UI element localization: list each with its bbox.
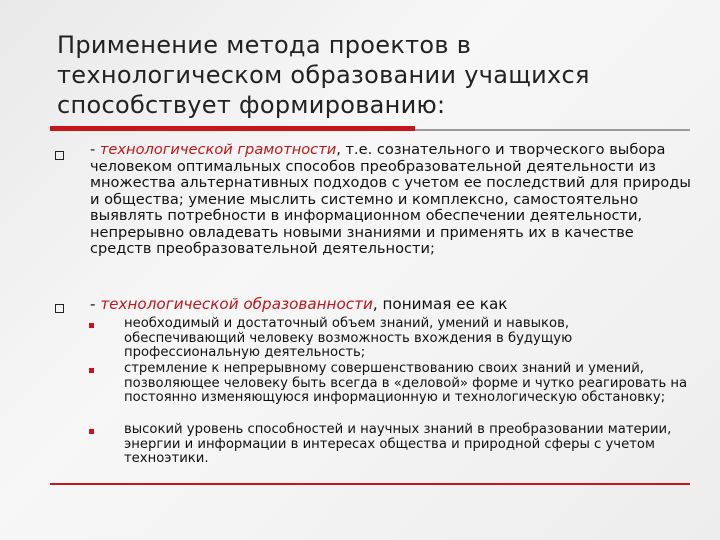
list-item-technological-education: [90, 296, 695, 313]
sub-list-item: стремление к непрерывному совершенствованию своих знаний и умений, позволяющее человеку быть всегда в «деловой» форме и чутко реагировать на постоянно изменяющуюся информационную и технологическую обстановку;: [124, 361, 688, 406]
square-bullet-icon: [55, 151, 64, 160]
item-text: , т.е. сознательного и творческого выбора человеком оптимальных способов преобразовательной деятельности из множества альтернативных подходов с учетом ее последствий для природы и общества; умение мыслить системно и комплексно, самостоятельно выявлять потребности в информационном обеспечении деятельности, непрерывно овладевать новыми знаниями и применять их в качестве средств преобразовательной деятельности;: [90, 141, 691, 257]
item-dash: -: [90, 295, 101, 313]
sub-list-item: высокий уровень способностей и научных знаний в преобразовании материи, энергии и информации в интересах общества и природной сферы с учетом техноэтики.: [124, 422, 672, 467]
list-item-technological-literacy: [90, 142, 695, 258]
sub-list-item: необходимый и достаточный объем знаний, умений и навыков, обеспечивающий человеку возможность вхождения в будущую профессиональную деятельность;: [124, 316, 573, 361]
item-term: технологической грамотности: [99, 141, 337, 158]
red-square-bullet-icon: [89, 323, 94, 328]
item-term: технологической образованности: [100, 295, 373, 313]
square-bullet-icon: [55, 304, 64, 313]
item-dash: -: [90, 141, 100, 158]
slide-title: Применение метода проектов в технологическом образовании учащихся способствует формированию:: [57, 31, 590, 119]
title-accent-bar: [50, 126, 415, 131]
bottom-divider: [50, 483, 690, 485]
red-square-bullet-icon: [89, 429, 94, 434]
item-text: , понимая ее как: [372, 295, 508, 313]
red-square-bullet-icon: [89, 368, 94, 373]
